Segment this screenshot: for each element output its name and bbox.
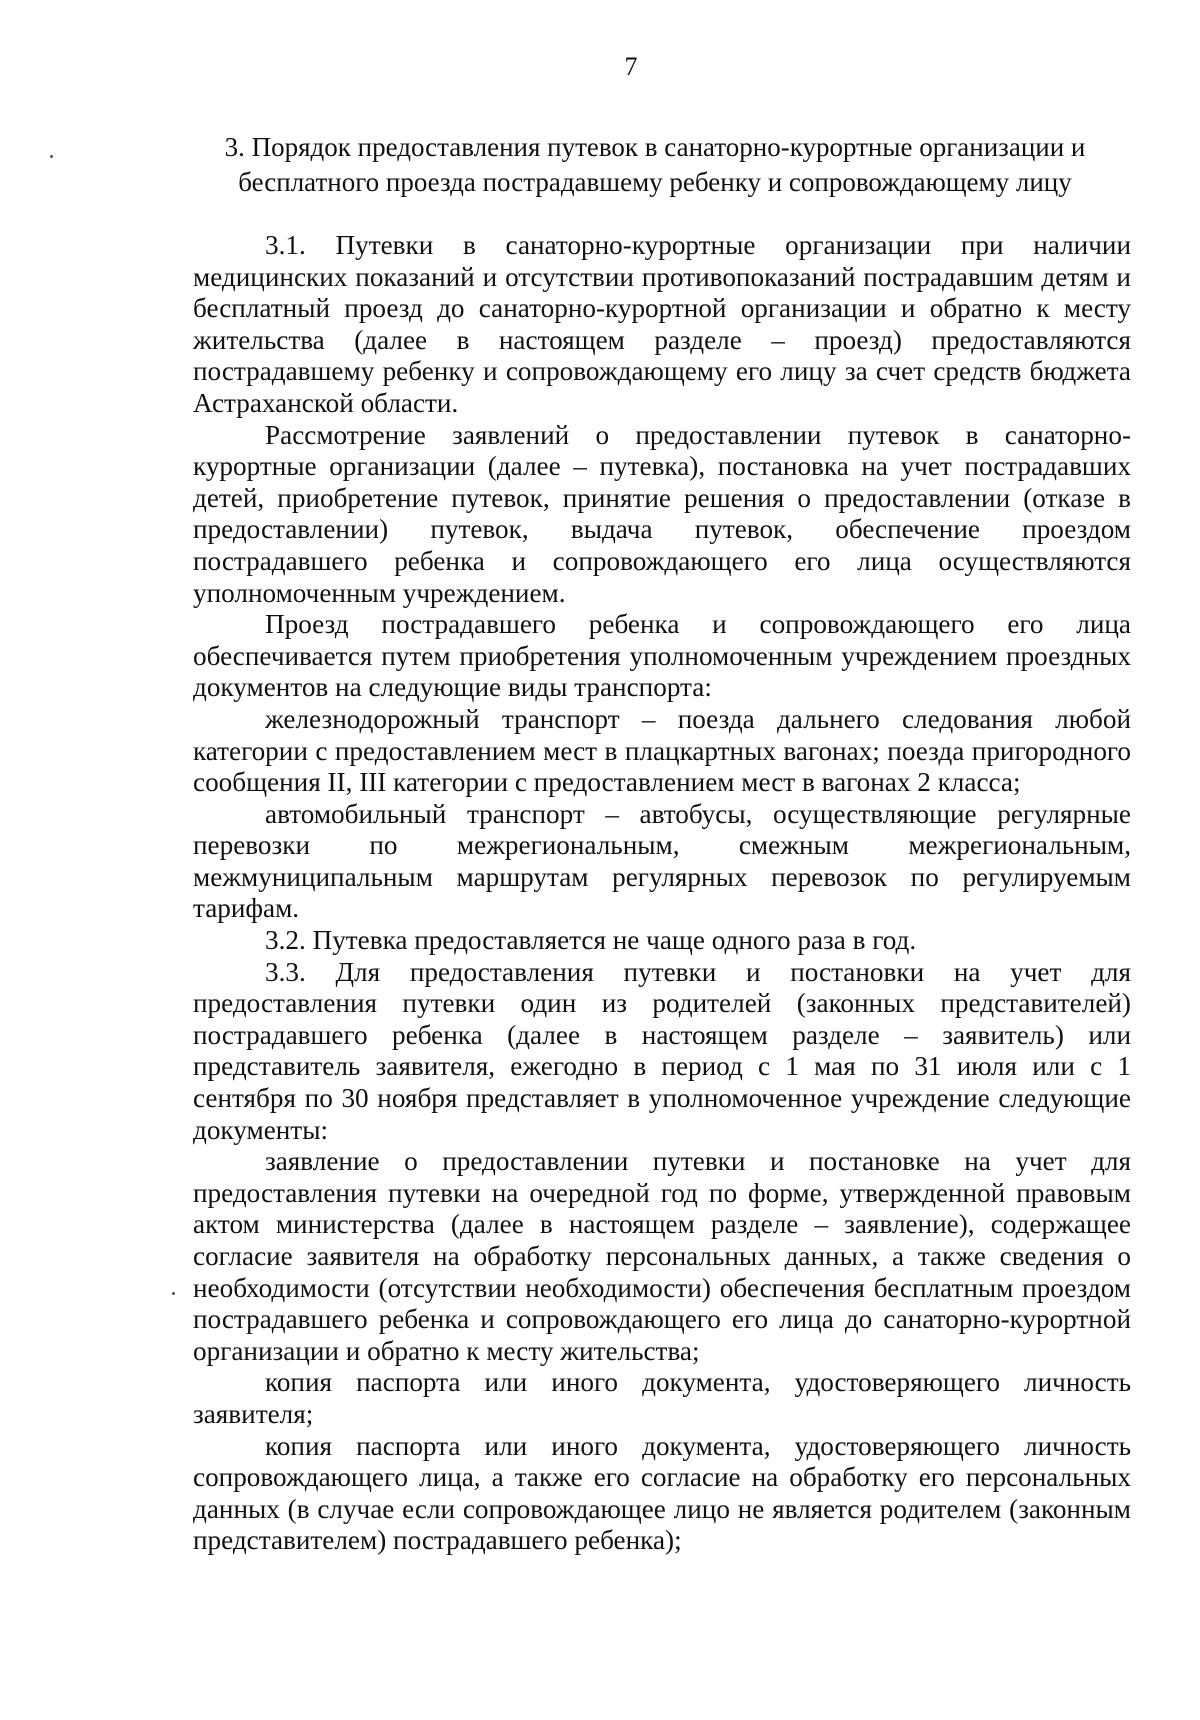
document-body xyxy=(193,230,1131,1557)
list-item-paragraph: копия паспорта или иного документа, удостоверяющего личность заявителя; xyxy=(193,1367,1131,1429)
list-item-paragraph: копия паспорта или иного документа, удостоверяющего личность сопровождающего лица, а также его согласие на обработку его персональных данных (в случае если сопровождающее лицо не является родителем (законным представителем) пострадавшего ребенка); xyxy=(193,1430,1131,1556)
paragraph: Рассмотрение заявлений о предоставлении путевок в санаторно-курортные организации (далее – путевка), постановка на учет пострадавших детей, приобретение путевок, принятие решения о предоставлении (отказе в предоставлении) путевок, выдача путевок, обеспечение проездом пострадавшего ребенка и сопровождающего его лица осуществляются уполномоченным учреждением. xyxy=(193,419,1131,608)
scan-speck xyxy=(50,155,53,158)
list-item-paragraph: железнодорожный транспорт – поезда дальнего следования любой категории с предоставлением мест в плацкартных вагонах; поезда пригородного сообщения II, III категории с предоставлением мест в вагонах 2 класса; xyxy=(193,703,1131,798)
list-item-paragraph: автомобильный транспорт – автобусы, осуществляющие регулярные перевозки по межрегиональным, смежным межрегиональным, межмуниципальным маршрутам регулярных перевозок по регулируемым тарифам. xyxy=(193,798,1131,924)
section-title: 3. Порядок предоставления путевок в санаторно-курортные организации и бесплатного проезда пострадавшему ребенку и сопровождающему лицу xyxy=(224,132,1086,197)
paragraph: 3.2. Путевка предоставляется не чаще одного раза в год. xyxy=(265,925,917,956)
list-item-paragraph: заявление о предоставлении путевки и постановке на учет для предоставления путевки на очередной год по форме, утвержденной правовым актом министерства (далее в настоящем разделе – заявление), содержащее согласие заявителя на обработку персональных данных, а также сведения о необходимости (отсутствии необходимости) обеспечения бесплатным проездом пострадавшего ребенка и сопровождающего его лица до санаторно-курортной организации и обратно к месту жительства; xyxy=(193,1146,1131,1366)
paragraph: 3.1. Путевки в санаторно-курортные организации при наличии медицинских показаний и отсутствии противопоказаний пострадавшим детям и бесплатный проезд до санаторно-курортной организации и обратно к месту жительства (далее в настоящем разделе – проезд) предоставляются пострадавшему ребенку и сопровождающему его лицу за счет средств бюджета Астраханской области. xyxy=(193,230,1131,418)
page-number: 7 xyxy=(624,52,638,81)
paragraph: Проезд пострадавшего ребенка и сопровождающего его лица обеспечивается путем приобретения уполномоченным учреждением проездных документов на следующие виды транспорта: xyxy=(193,609,1131,703)
paragraph: 3.3. Для предоставления путевки и постановки на учет для предоставления путевки один из родителей (законных представителей) пострадавшего ребенка (далее в настоящем разделе – заявитель) или представитель заявителя, ежегодно в период с 1 мая по 31 июля или с 1 сентября по 30 ноября представляет в уполномоченное учреждение следующие документы: xyxy=(193,956,1131,1145)
scan-speck xyxy=(172,1292,175,1295)
